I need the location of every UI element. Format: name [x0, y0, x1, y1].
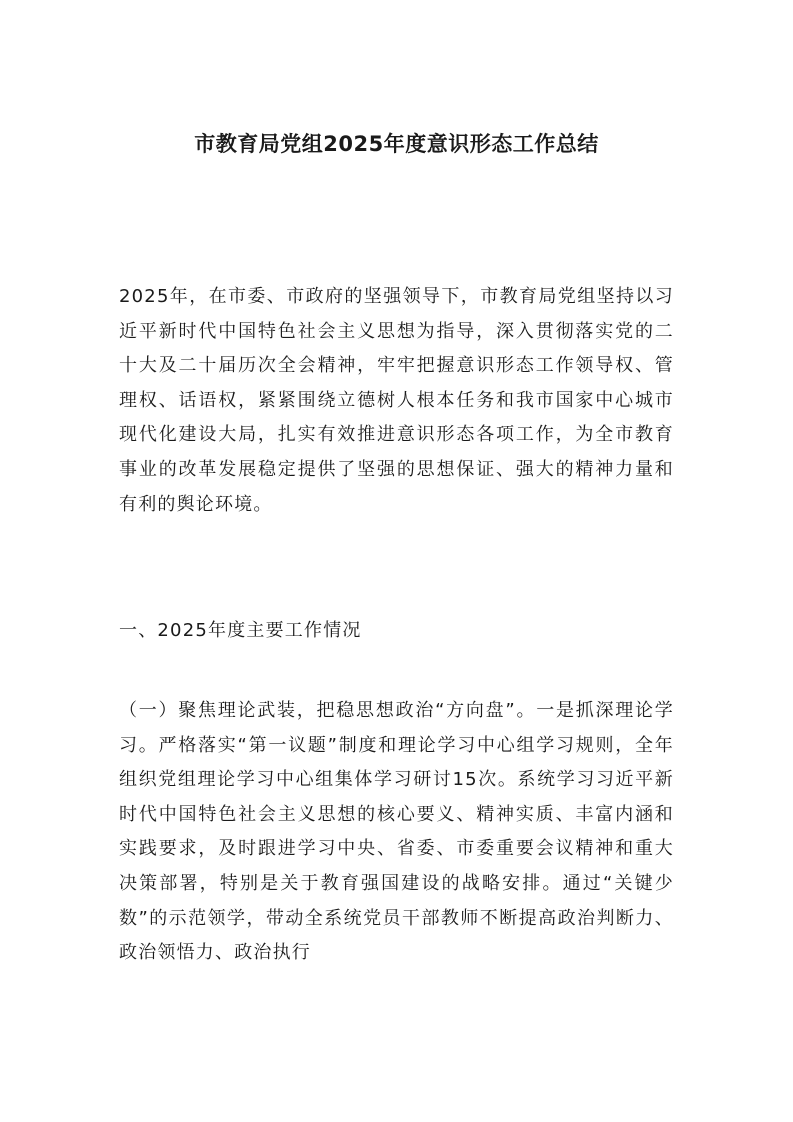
- section-one-paragraph: （一）聚焦理论武装，把稳思想政治“方向盘”。一是抓深理论学习。严格落实“第一议题”制度和理论学习中心组学习规则，全年组织党组理论学习中心组集体学习研讨15次。系统学习习近平新时代中国特色社会主义思想的核心要义、精神实质、丰富内涵和实践要求，及时跟进学习中央、省委、市委重要会议精神和重大决策部署，特别是关于教育强国建设的战略安排。通过“关键少数”的示范领学，带动全系统党员干部教师不断提高政治判断力、政治领悟力、政治执行: [119, 700, 674, 964]
- document-title: 市教育局党组2025年度意识形态工作总结: [194, 132, 599, 156]
- intro-paragraph: 2025年，在市委、市政府的坚强领导下，市教育局党组坚持以习近平新时代中国特色社会主义思想为指导，深入贯彻落实党的二十大及二十届历次全会精神，牢牢把握意识形态工作领导权、管理权、话语权，紧紧围绕立德树人根本任务和我市国家中心城市现代化建设大局，扎实有效推进意识形态各项工作，为全市教育事业的改革发展稳定提供了坚强的思想保证、强大的精神力量和有利的舆论环境。: [119, 286, 674, 515]
- section-heading: 一、2025年度主要工作情况: [119, 620, 362, 641]
